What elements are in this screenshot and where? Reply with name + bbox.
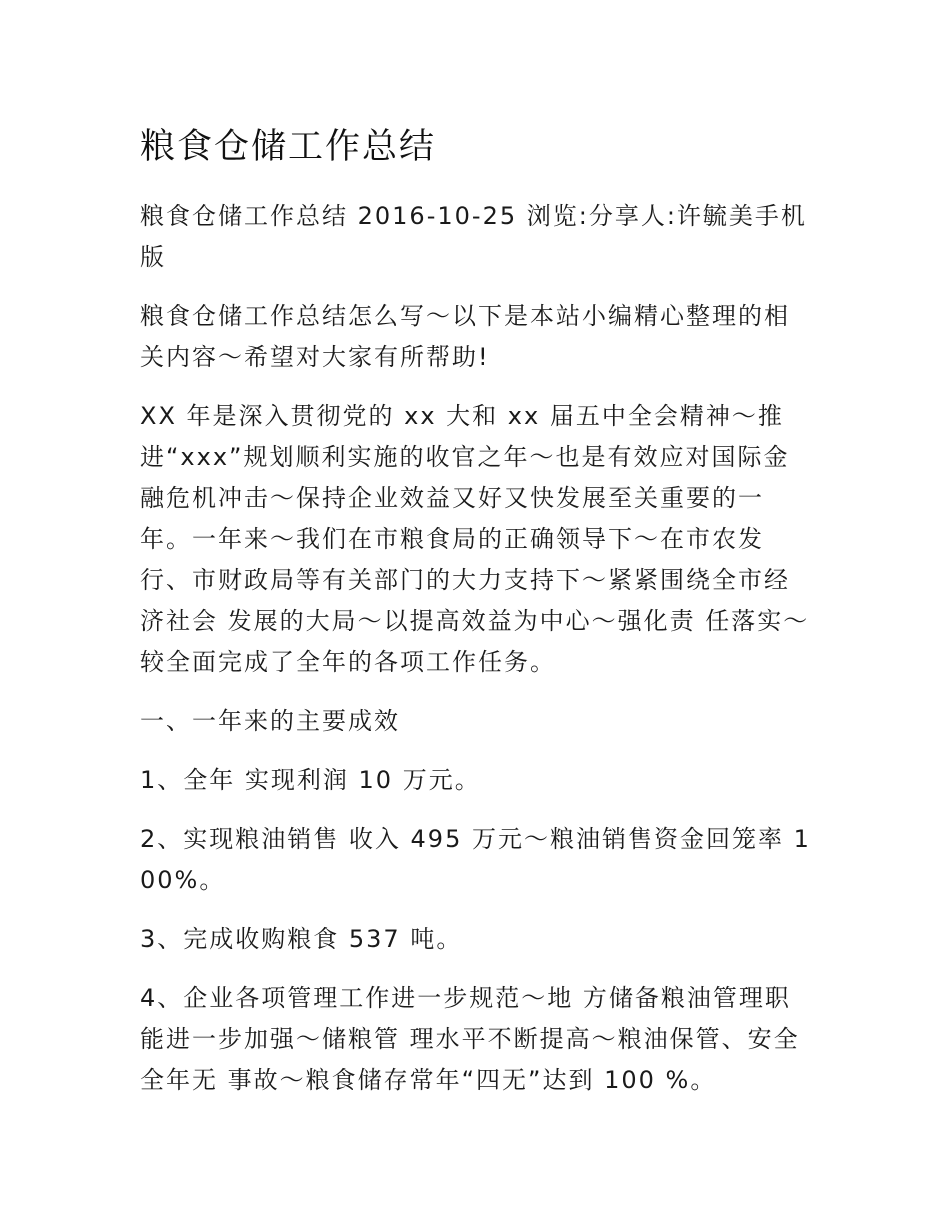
result-item-profit: 1、全年 实现利润 10 万元。 [140,766,481,794]
section-heading: 一、一年来的主要成效 [140,707,400,735]
result-item-purchase: 3、完成收购粮食 537 吨。 [140,925,463,953]
document-meta: 粮食仓储工作总结 2016-10-25 浏览:分享人:许毓美手机版 [140,202,807,271]
document-title: 粮食仓储工作总结 [140,127,437,167]
result-item-sales: 2、实现粮油销售 收入 495 万元～粮油销售资金回笼率 1 00%。 [140,825,821,894]
overview-paragraph: XX 年是深入贯彻党的 xx 大和 xx 届五中全会精神～推进“xxx”规划顺利实施的收官之年～也是有效应对国际金融危机冲击～保持企业效益又好又快发展至关重要的一年。一年来～我们在市粮食局的正确领导下～在市农发行、市财政局等有关部门的大力支持下～紧紧围绕全市经济社会 发展的大局～以提高效益为中心～强化责 任落实～较全面完成了全年的各项工作任务。 [140,402,810,676]
intro-paragraph: 粮食仓储工作总结怎么写～以下是本站小编精心整理的相关内容～希望对大家有所帮助! [140,302,790,371]
document-page [140,118,821,1101]
result-item-management: 4、企业各项管理工作进一步规范～地 方储备粮油管理职能进一步加强～储粮管 理水平不断提高～粮油保管、安全全年无 事故～粮食储存常年“四无”达到 100 %。 [140,984,800,1094]
